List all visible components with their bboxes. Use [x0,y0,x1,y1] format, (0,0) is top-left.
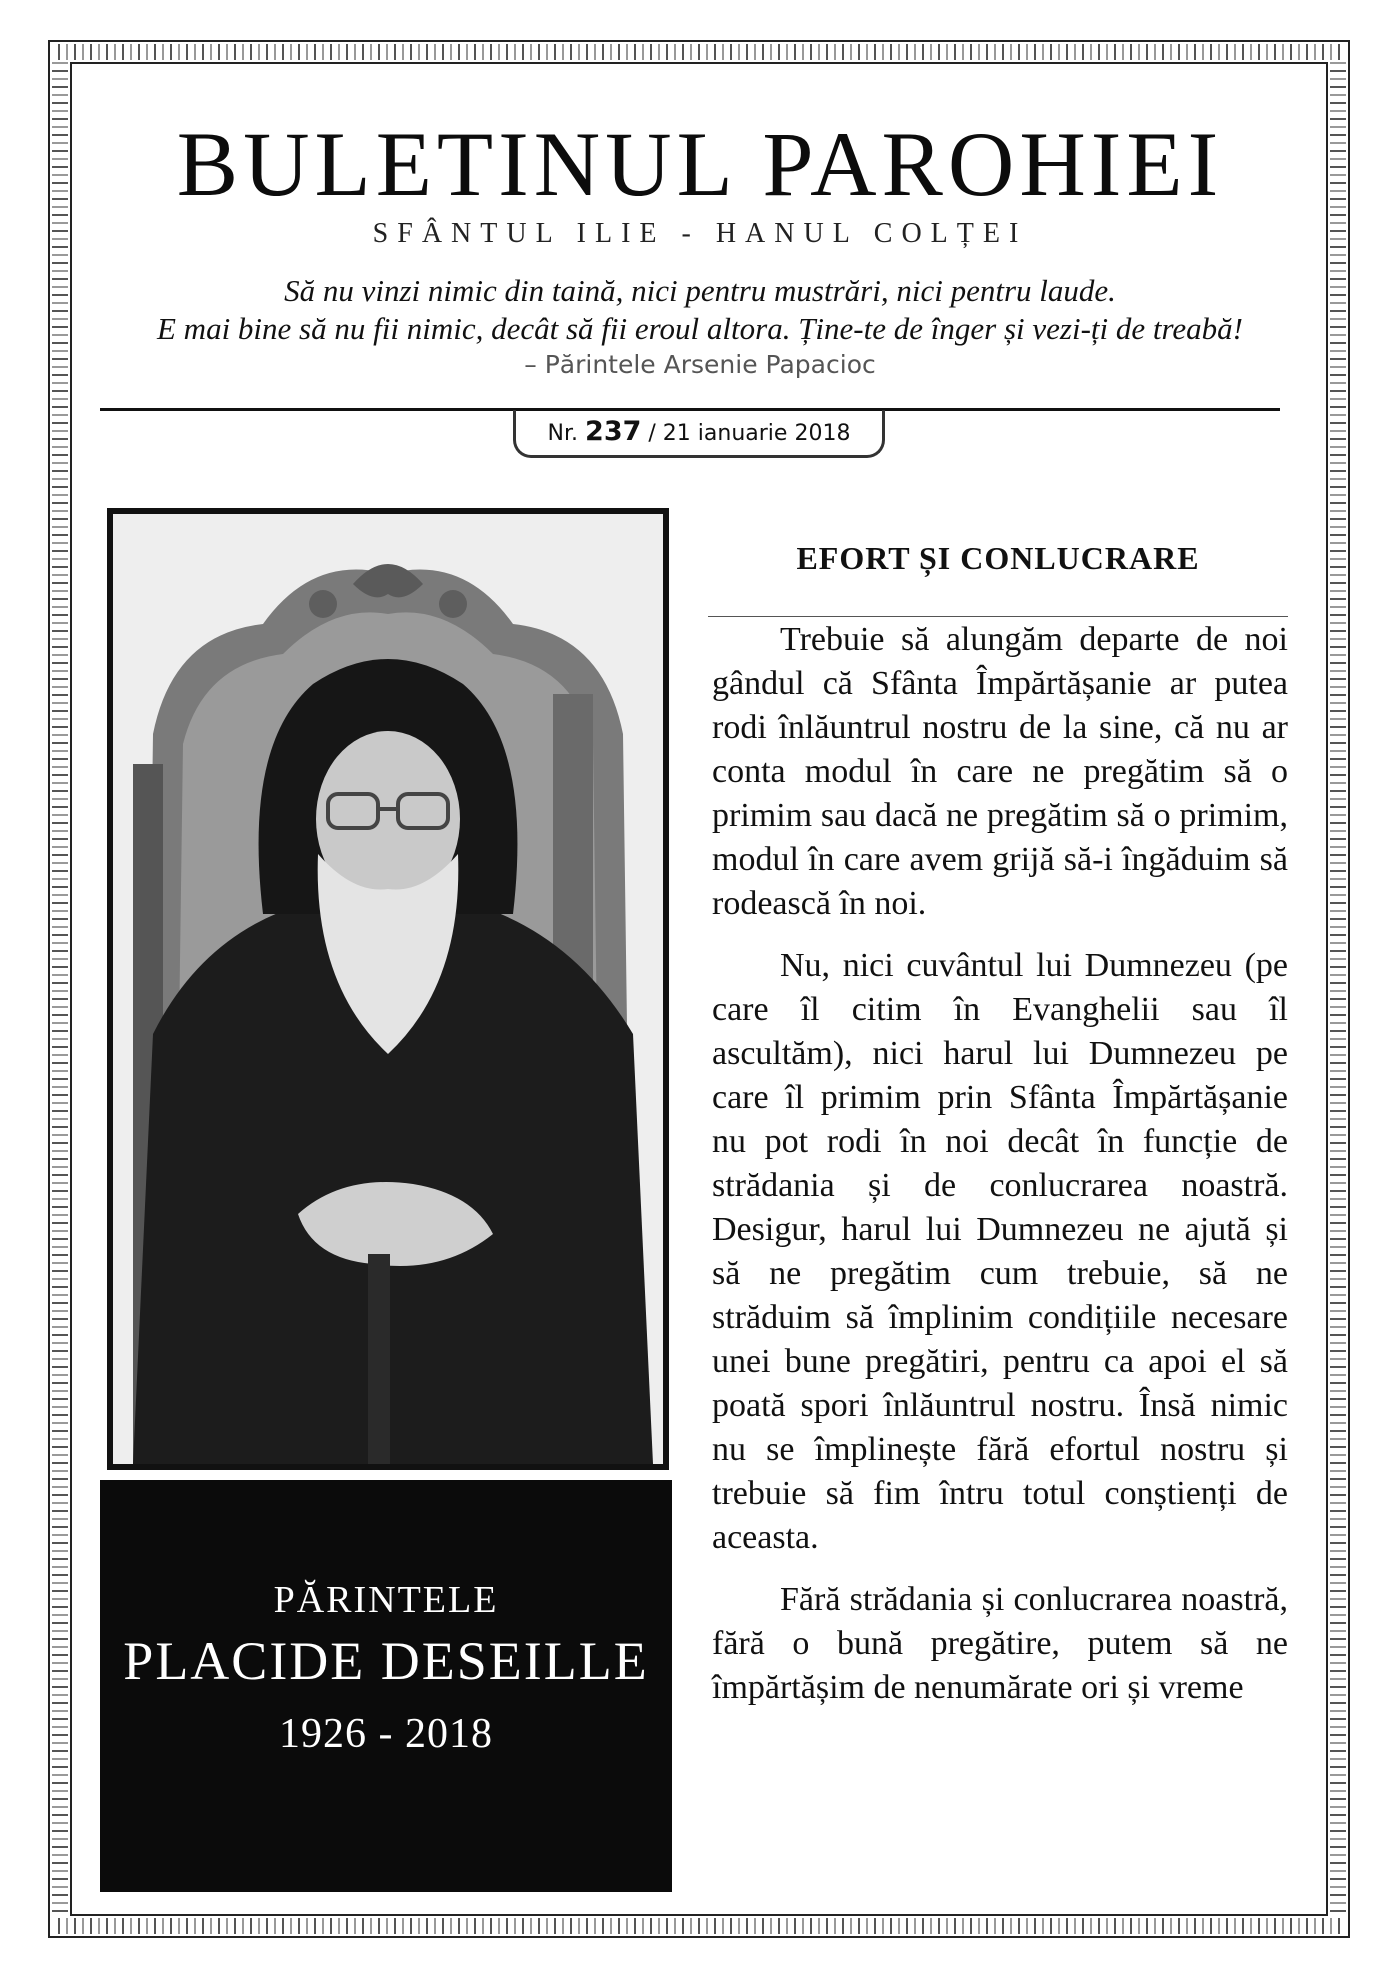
caption-label: PĂRINTELE [273,1579,499,1621]
caption-years: 1926 - 2018 [279,1711,493,1757]
article-paragraph: Fără strădania și conlucrarea noastră, fără o bună pregătire, putem să ne împărtășim de nenumărate ori și vreme [712,1581,1288,1706]
quote-author: – Părintele Arsenie Papacioc [524,350,876,379]
monk-portrait-illustration [113,514,663,1464]
article-paragraph: Nu, nici cuvântul lui Dumnezeu (pe care îl citim în Evanghelii sau îl ascultăm), nici harul lui Dumnezeu pe care îl primim prin Sfânta Împărtășanie nu pot rodi în noi decât în funcție de strădania și de conlucrarea noastră. Desigur, harul lui Dumnezeu ne ajută și să ne pregătim cum trebuie, să ne străduim să împlinim condițiile necesare unei bune pregătiri, pentru ca apoi el să poată spori înlăuntrul nostru. Însă nimic nu se împlinește fără efortul nostru și trebuie să fim întru totul conștienți de aceasta. [712,947,1288,1556]
caption-name: PLACIDE DESEILLE [123,1631,649,1691]
article-body [712,618,1288,1728]
issue-number: 237 [585,416,642,447]
parish-subtitle: SFÂNTUL ILIE - HANUL COLȚEI [372,218,1028,249]
issue-prefix: Nr. [547,421,579,446]
issue-info [513,410,885,458]
bulletin-title: BULETINUL PAROHIEI [176,113,1224,215]
article-paragraph: Trebuie să alungăm departe de noi gândul că Sfânta Împărtășanie ar putea rodi înlăuntrul nostru de la sine, că nu ar conta modul în care ne pregătim să o primim sau dacă ne pregătim să o primim, modul în care avem grijă să-i îngăduim să rodească în noi. [712,621,1288,922]
memorial-caption [100,1480,672,1892]
quote [0,272,1400,348]
article-title: EFORT ȘI CONLUCRARE [796,540,1200,576]
issue-date: / 21 ianuarie 2018 [648,421,851,446]
quote-line: Să nu vinzi nimic din taină, nici pentru mustrări, nici pentru laude. [284,273,1116,308]
quote-line: E mai bine să nu fii nimic, decât să fii eroul altora. Ține-te de înger și vezi-ți de treabă! [157,311,1243,346]
portrait-photo [107,508,669,1470]
article-rule [708,616,1288,617]
